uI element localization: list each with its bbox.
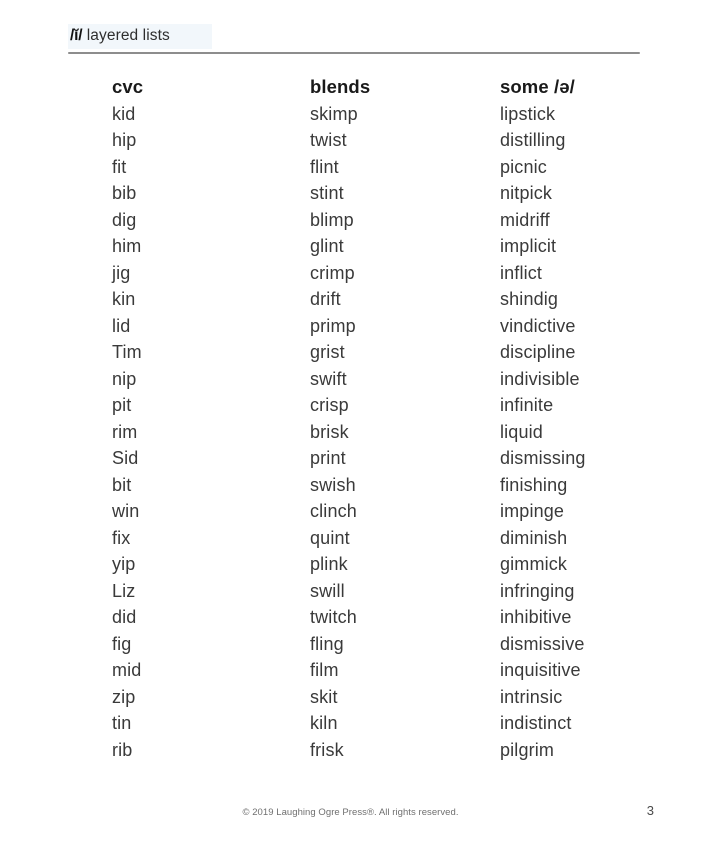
word-item: yip: [112, 554, 136, 575]
word-item: discipline: [500, 342, 576, 363]
word-item: bib: [112, 183, 137, 204]
word-column-blends: [310, 74, 495, 763]
phoneme-label: /ĭ/: [70, 27, 83, 44]
word-item: pilgrim: [500, 739, 555, 760]
word-item: swift: [310, 368, 347, 389]
page-title: [68, 24, 212, 49]
word-item: inhibitive: [500, 607, 572, 628]
word-item: zip: [112, 686, 136, 707]
header-divider: [68, 52, 640, 54]
page-number: 3: [646, 803, 654, 818]
word-item: Liz: [112, 580, 136, 601]
page-title-text: layered lists: [82, 27, 170, 44]
word-item: implicit: [500, 236, 557, 257]
word-item: infinite: [500, 395, 554, 416]
column-heading-schwa: some /ə/: [500, 76, 575, 97]
word-item: inquisitive: [500, 660, 581, 681]
word-item: diminish: [500, 527, 568, 548]
word-item: kin: [112, 289, 136, 310]
word-item: Sid: [112, 448, 139, 469]
word-item: clinch: [310, 501, 357, 522]
word-item: picnic: [500, 156, 547, 177]
column-heading-cvc: cvc: [112, 76, 144, 97]
word-item: indivisible: [500, 368, 580, 389]
word-item: jig: [112, 262, 131, 283]
word-list-cvc: [112, 101, 302, 764]
word-item: impinge: [500, 501, 565, 522]
word-item: vindictive: [500, 315, 576, 336]
word-item: print: [310, 448, 346, 469]
word-item: fix: [112, 527, 131, 548]
word-item: him: [112, 236, 142, 257]
word-item: fit: [112, 156, 127, 177]
word-item: kiln: [310, 713, 338, 734]
word-item: skimp: [310, 103, 358, 124]
word-item: film: [310, 660, 339, 681]
word-item: inflict: [500, 262, 543, 283]
word-item: glint: [310, 236, 344, 257]
word-item: skit: [310, 686, 338, 707]
word-item: lid: [112, 315, 131, 336]
word-item: nip: [112, 368, 137, 389]
word-item: frisk: [310, 739, 344, 760]
word-item: fling: [310, 633, 344, 654]
word-list-schwa: [500, 101, 690, 764]
word-item: stint: [310, 183, 344, 204]
word-item: blimp: [310, 209, 354, 230]
word-item: fig: [112, 633, 132, 654]
word-item: midriff: [500, 209, 550, 230]
word-item: grist: [310, 342, 345, 363]
word-item: swill: [310, 580, 345, 601]
word-item: finishing: [500, 474, 568, 495]
word-item: did: [112, 607, 137, 628]
word-item: swish: [310, 474, 356, 495]
word-item: tin: [112, 713, 132, 734]
word-item: indistinct: [500, 713, 572, 734]
word-item: quint: [310, 527, 350, 548]
word-item: pit: [112, 395, 132, 416]
word-item: crimp: [310, 262, 355, 283]
word-item: nitpick: [500, 183, 553, 204]
word-item: intrinsic: [500, 686, 563, 707]
word-item: twist: [310, 130, 347, 151]
word-item: bit: [112, 474, 132, 495]
word-item: crisp: [310, 395, 349, 416]
word-item: liquid: [500, 421, 543, 442]
word-item: brisk: [310, 421, 349, 442]
word-item: kid: [112, 103, 136, 124]
word-item: rim: [112, 421, 138, 442]
word-item: dig: [112, 209, 137, 230]
word-item: gimmick: [500, 554, 568, 575]
word-item: infringing: [500, 580, 575, 601]
word-item: hip: [112, 130, 137, 151]
word-item: Tim: [112, 342, 142, 363]
word-item: shindig: [500, 289, 559, 310]
word-item: distilling: [500, 130, 566, 151]
word-item: dismissive: [500, 633, 585, 654]
word-list-blends: [310, 101, 495, 764]
word-item: win: [112, 501, 140, 522]
word-item: drift: [310, 289, 341, 310]
page-header: [68, 24, 640, 49]
word-item: dismissing: [500, 448, 586, 469]
word-item: twitch: [310, 607, 357, 628]
word-item: rib: [112, 739, 133, 760]
word-column-schwa: [500, 74, 690, 763]
word-item: primp: [310, 315, 356, 336]
word-item: mid: [112, 660, 142, 681]
word-item: plink: [310, 554, 348, 575]
word-item: flint: [310, 156, 339, 177]
word-columns: [0, 74, 701, 774]
word-column-cvc: [112, 74, 302, 763]
footer-copyright: © 2019 Laughing Ogre Press®. All rights reserved.: [242, 807, 459, 818]
column-heading-blends: blends: [310, 76, 371, 97]
word-item: lipstick: [500, 103, 556, 124]
